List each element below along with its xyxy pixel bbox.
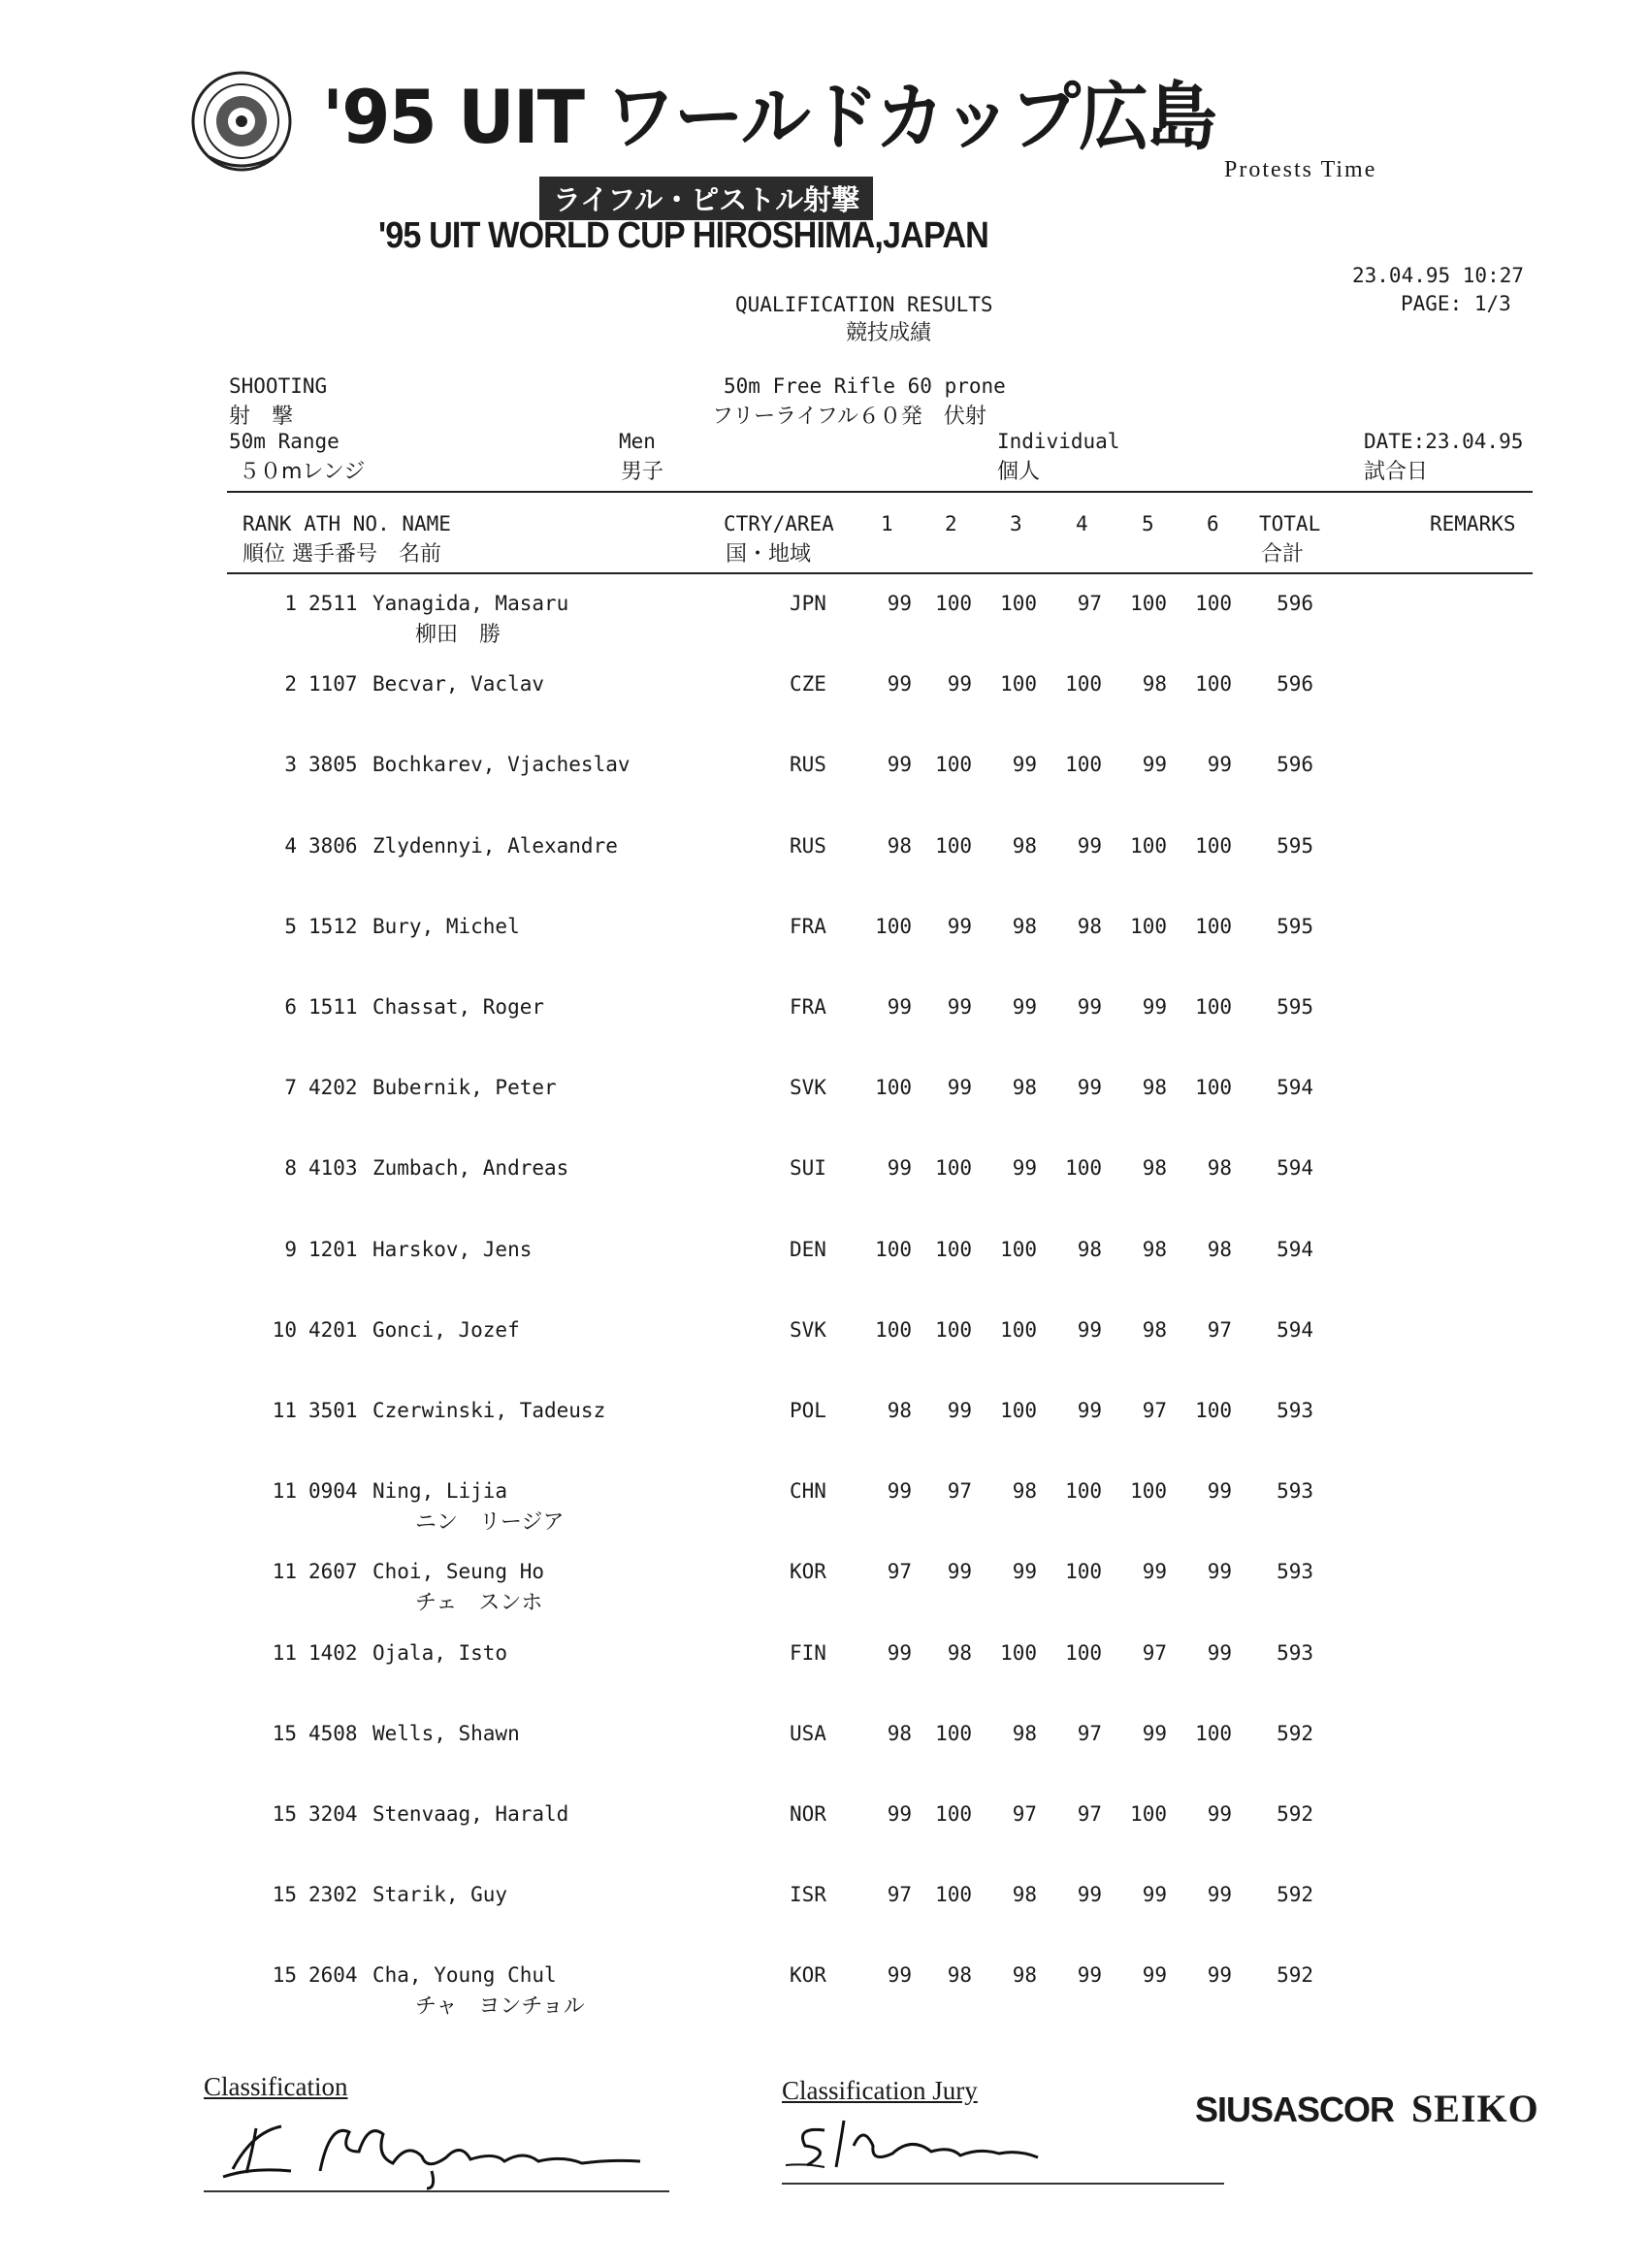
row-total: 593: [1277, 1560, 1313, 1583]
row-series-5: 100: [1130, 834, 1167, 858]
row-series-2: 99: [947, 672, 972, 696]
row-series-2: 100: [935, 1722, 972, 1745]
row-rank: 3: [284, 753, 297, 776]
col-series-4: 4: [1076, 512, 1088, 535]
row-ctry: RUS: [790, 753, 826, 776]
col-remarks: REMARKS: [1430, 512, 1516, 535]
row-total: 594: [1277, 1318, 1313, 1342]
event-type-jp: 個人: [997, 460, 1041, 484]
classification-signature: [213, 2113, 660, 2190]
row-ath-no: 2511: [308, 592, 358, 615]
row-rank: 7: [284, 1076, 297, 1099]
row-series-3: 99: [1012, 753, 1037, 776]
row-total: 593: [1277, 1479, 1313, 1503]
row-ctry: DEN: [790, 1238, 826, 1261]
event-date: DATE:23.04.95: [1364, 430, 1524, 453]
range: 50m Range: [229, 430, 340, 453]
row-name: Wells, Shawn: [372, 1722, 520, 1745]
row-name: Becvar, Vaclav: [372, 672, 545, 696]
row-series-2: 98: [947, 1641, 972, 1665]
gender: Men: [619, 430, 656, 453]
sponsor-siusascor: SIUSASCOR: [1195, 2090, 1395, 2129]
row-ctry: POL: [790, 1399, 826, 1422]
row-series-2: 99: [947, 915, 972, 938]
row-series-4: 100: [1065, 672, 1102, 696]
header-rule-bottom: [227, 572, 1533, 574]
gender-jp: 男子: [621, 460, 664, 484]
row-series-2: 99: [947, 1399, 972, 1422]
sponsor-seiko: SEIKO: [1411, 2087, 1539, 2130]
col-rank-ath-name-jp: 順位 選手番号 名前: [242, 542, 441, 567]
row-ctry: ISR: [790, 1883, 826, 1906]
row-rank: 1: [284, 592, 297, 615]
row-series-5: 100: [1130, 1802, 1167, 1826]
row-ath-no: 1511: [308, 995, 358, 1019]
row-ath-no: 4202: [308, 1076, 358, 1099]
row-ctry: KOR: [790, 1560, 826, 1583]
row-series-4: 97: [1077, 1722, 1102, 1745]
row-series-3: 100: [1000, 1399, 1037, 1422]
row-rank: 8: [284, 1156, 297, 1180]
row-series-3: 100: [1000, 1318, 1037, 1342]
row-series-6: 99: [1207, 1560, 1232, 1583]
row-series-4: 98: [1077, 1238, 1102, 1261]
row-ath-no: 0904: [308, 1479, 358, 1503]
range-jp: ５０mレンジ: [239, 460, 366, 484]
row-total: 593: [1277, 1641, 1313, 1665]
row-series-2: 100: [935, 834, 972, 858]
header-rule-top: [227, 491, 1533, 493]
event-name-jp: フリーライフル６０発 伏射: [712, 405, 986, 429]
col-rank-ath-name: RANK ATH NO. NAME: [242, 512, 451, 535]
row-ath-no: 3501: [308, 1399, 358, 1422]
row-ctry: SVK: [790, 1076, 826, 1099]
row-rank: 11: [272, 1399, 297, 1422]
row-series-4: 97: [1077, 1802, 1102, 1826]
row-ctry: USA: [790, 1722, 826, 1745]
row-series-1: 99: [887, 1479, 912, 1503]
row-series-5: 98: [1142, 672, 1167, 696]
row-ath-no: 2302: [308, 1883, 358, 1906]
col-series-1: 1: [881, 512, 893, 535]
row-series-4: 98: [1077, 915, 1102, 938]
title-jp: '95 UIT ワールドカップ広島: [322, 74, 1215, 160]
row-series-6: 98: [1207, 1156, 1232, 1180]
row-ath-no: 2604: [308, 1963, 358, 1987]
row-rank: 15: [272, 1963, 297, 1987]
col-series-5: 5: [1142, 512, 1154, 535]
row-series-2: 100: [935, 1318, 972, 1342]
col-ctry: CTRY/AREA: [724, 512, 834, 535]
row-series-3: 98: [1012, 1076, 1037, 1099]
row-series-3: 98: [1012, 1479, 1037, 1503]
row-series-6: 98: [1207, 1238, 1232, 1261]
row-series-4: 100: [1065, 1156, 1102, 1180]
row-ctry: NOR: [790, 1802, 826, 1826]
row-name-jp: チャ ヨンチョル: [415, 1994, 585, 2019]
row-series-1: 98: [887, 1722, 912, 1745]
row-ath-no: 3806: [308, 834, 358, 858]
row-series-4: 99: [1077, 1076, 1102, 1099]
row-name: Gonci, Jozef: [372, 1318, 520, 1342]
row-series-1: 97: [887, 1560, 912, 1583]
event-name: 50m Free Rifle 60 prone: [724, 374, 1006, 398]
row-series-2: 99: [947, 1076, 972, 1099]
row-ath-no: 1201: [308, 1238, 358, 1261]
row-total: 595: [1277, 915, 1313, 938]
col-series-6: 6: [1207, 512, 1219, 535]
row-series-2: 98: [947, 1963, 972, 1987]
row-ath-no: 4103: [308, 1156, 358, 1180]
row-ctry: SUI: [790, 1156, 826, 1180]
row-series-1: 100: [875, 915, 912, 938]
row-ath-no: 3204: [308, 1802, 358, 1826]
row-total: 596: [1277, 672, 1313, 696]
row-rank: 9: [284, 1238, 297, 1261]
row-ctry: FRA: [790, 995, 826, 1019]
row-total: 592: [1277, 1883, 1313, 1906]
row-series-2: 97: [947, 1479, 972, 1503]
row-name: Bochkarev, Vjacheslav: [372, 753, 630, 776]
row-series-2: 100: [935, 1156, 972, 1180]
col-total-jp: 合計: [1261, 542, 1305, 567]
row-series-3: 98: [1012, 834, 1037, 858]
row-total: 593: [1277, 1399, 1313, 1422]
row-rank: 6: [284, 995, 297, 1019]
row-series-6: 99: [1207, 1802, 1232, 1826]
row-name: Zumbach, Andreas: [372, 1156, 569, 1180]
row-ath-no: 1402: [308, 1641, 358, 1665]
row-series-3: 98: [1012, 915, 1037, 938]
row-series-4: 100: [1065, 1641, 1102, 1665]
row-series-6: 100: [1195, 1076, 1232, 1099]
row-series-1: 99: [887, 592, 912, 615]
protests-time: Protests Time: [1224, 157, 1377, 182]
row-series-5: 98: [1142, 1156, 1167, 1180]
row-ctry: CZE: [790, 672, 826, 696]
col-series-3: 3: [1010, 512, 1022, 535]
row-series-2: 100: [935, 1883, 972, 1906]
row-series-3: 100: [1000, 1238, 1037, 1261]
row-rank: 5: [284, 915, 297, 938]
row-name: Cha, Young Chul: [372, 1963, 557, 1987]
row-total: 592: [1277, 1722, 1313, 1745]
event-date-jp: 試合日: [1364, 460, 1429, 484]
row-series-5: 99: [1142, 1883, 1167, 1906]
row-series-3: 100: [1000, 1641, 1037, 1665]
row-total: 596: [1277, 592, 1313, 615]
row-total: 594: [1277, 1076, 1313, 1099]
row-series-2: 100: [935, 1802, 972, 1826]
row-series-4: 100: [1065, 1560, 1102, 1583]
row-series-5: 98: [1142, 1076, 1167, 1099]
row-series-1: 99: [887, 1963, 912, 1987]
page-number: PAGE: 1/3: [1401, 292, 1511, 315]
row-name: Choi, Seung Ho: [372, 1560, 545, 1583]
row-series-2: 100: [935, 1238, 972, 1261]
col-ctry-jp: 国・地域: [726, 542, 812, 567]
row-name-jp: ニン リージア: [415, 1510, 565, 1535]
row-name: Bury, Michel: [372, 915, 520, 938]
event-logo: [190, 70, 293, 173]
row-series-5: 100: [1130, 1479, 1167, 1503]
row-series-6: 99: [1207, 753, 1232, 776]
row-series-1: 99: [887, 995, 912, 1019]
row-series-4: 99: [1077, 1883, 1102, 1906]
row-rank: 15: [272, 1802, 297, 1826]
row-total: 596: [1277, 753, 1313, 776]
row-series-6: 100: [1195, 995, 1232, 1019]
row-name: Ojala, Isto: [372, 1641, 508, 1665]
row-series-3: 100: [1000, 672, 1037, 696]
row-series-6: 97: [1207, 1318, 1232, 1342]
row-series-1: 98: [887, 1399, 912, 1422]
row-ath-no: 2607: [308, 1560, 358, 1583]
row-name: Stenvaag, Harald: [372, 1802, 569, 1826]
row-rank: 11: [272, 1479, 297, 1503]
row-series-4: 99: [1077, 1963, 1102, 1987]
row-series-5: 100: [1130, 592, 1167, 615]
row-name: Chassat, Roger: [372, 995, 545, 1019]
row-name: Ning, Lijia: [372, 1479, 508, 1503]
row-name: Bubernik, Peter: [372, 1076, 557, 1099]
row-series-4: 100: [1065, 1479, 1102, 1503]
row-ctry: KOR: [790, 1963, 826, 1987]
row-series-1: 99: [887, 753, 912, 776]
row-series-6: 100: [1195, 1399, 1232, 1422]
row-series-5: 99: [1142, 995, 1167, 1019]
row-series-5: 97: [1142, 1399, 1167, 1422]
row-series-6: 100: [1195, 592, 1232, 615]
row-ath-no: 4508: [308, 1722, 358, 1745]
row-total: 595: [1277, 995, 1313, 1019]
row-series-5: 97: [1142, 1641, 1167, 1665]
row-series-4: 99: [1077, 834, 1102, 858]
row-series-6: 100: [1195, 672, 1232, 696]
row-series-5: 100: [1130, 915, 1167, 938]
event-type: Individual: [997, 430, 1120, 453]
row-series-2: 99: [947, 995, 972, 1019]
row-series-4: 97: [1077, 592, 1102, 615]
row-series-1: 99: [887, 1641, 912, 1665]
row-name: Yanagida, Masaru: [372, 592, 569, 615]
row-ctry: FIN: [790, 1641, 826, 1665]
row-series-4: 99: [1077, 1399, 1102, 1422]
row-series-3: 98: [1012, 1883, 1037, 1906]
row-rank: 11: [272, 1560, 297, 1583]
row-name-jp: 柳田 勝: [415, 623, 501, 647]
row-series-6: 99: [1207, 1641, 1232, 1665]
subtitle-jp: ライフル・ピストル射撃: [539, 177, 873, 220]
row-ctry: RUS: [790, 834, 826, 858]
col-series-2: 2: [945, 512, 957, 535]
row-series-1: 100: [875, 1318, 912, 1342]
row-series-1: 100: [875, 1076, 912, 1099]
row-name-jp: チェ スンホ: [415, 1591, 543, 1615]
row-ctry: FRA: [790, 915, 826, 938]
jury-signature-line: [782, 2183, 1224, 2185]
row-rank: 4: [284, 834, 297, 858]
row-series-5: 99: [1142, 1560, 1167, 1583]
row-name: Starik, Guy: [372, 1883, 508, 1906]
row-ath-no: 1512: [308, 915, 358, 938]
row-series-5: 98: [1142, 1238, 1167, 1261]
classification-label: Classification: [204, 2072, 348, 2101]
row-total: 592: [1277, 1802, 1313, 1826]
sport-jp: 射 撃: [229, 405, 294, 429]
row-rank: 15: [272, 1722, 297, 1745]
row-total: 594: [1277, 1156, 1313, 1180]
row-series-6: 99: [1207, 1963, 1232, 1987]
row-series-3: 98: [1012, 1722, 1037, 1745]
row-series-5: 99: [1142, 753, 1167, 776]
row-total: 594: [1277, 1238, 1313, 1261]
row-total: 595: [1277, 834, 1313, 858]
row-series-6: 99: [1207, 1479, 1232, 1503]
row-rank: 11: [272, 1641, 297, 1665]
row-series-2: 99: [947, 1560, 972, 1583]
row-series-3: 99: [1012, 1156, 1037, 1180]
row-series-1: 98: [887, 834, 912, 858]
results-title: QUALIFICATION RESULTS: [735, 293, 993, 316]
row-series-5: 99: [1142, 1963, 1167, 1987]
row-series-3: 100: [1000, 592, 1037, 615]
jury-signature: [786, 2107, 1106, 2175]
row-series-4: 99: [1077, 1318, 1102, 1342]
classification-jury-label: Classification Jury: [782, 2076, 978, 2105]
row-rank: 10: [272, 1318, 297, 1342]
col-total: TOTAL: [1259, 512, 1321, 535]
row-rank: 2: [284, 672, 297, 696]
row-ath-no: 4201: [308, 1318, 358, 1342]
row-series-5: 99: [1142, 1722, 1167, 1745]
row-series-1: 99: [887, 1802, 912, 1826]
row-series-6: 100: [1195, 834, 1232, 858]
row-rank: 15: [272, 1883, 297, 1906]
row-series-4: 100: [1065, 753, 1102, 776]
row-series-2: 100: [935, 592, 972, 615]
row-name: Zlydennyi, Alexandre: [372, 834, 618, 858]
row-series-3: 99: [1012, 995, 1037, 1019]
row-series-6: 100: [1195, 915, 1232, 938]
row-name: Harskov, Jens: [372, 1238, 533, 1261]
sponsor-logos: [1195, 2086, 1539, 2131]
row-series-3: 98: [1012, 1963, 1037, 1987]
row-series-6: 100: [1195, 1722, 1232, 1745]
row-total: 592: [1277, 1963, 1313, 1987]
row-ctry: CHN: [790, 1479, 826, 1503]
print-datetime: 23.04.95 10:27: [1352, 264, 1525, 287]
row-series-1: 99: [887, 672, 912, 696]
row-ath-no: 3805: [308, 753, 358, 776]
row-series-1: 100: [875, 1238, 912, 1261]
row-ctry: SVK: [790, 1318, 826, 1342]
results-title-jp: 競技成績: [846, 321, 932, 345]
row-series-5: 98: [1142, 1318, 1167, 1342]
row-ctry: JPN: [790, 592, 826, 615]
title-en: '95 UIT WORLD CUP HIROSHIMA,JAPAN: [378, 215, 988, 256]
row-series-3: 97: [1012, 1802, 1037, 1826]
row-series-6: 99: [1207, 1883, 1232, 1906]
row-series-1: 99: [887, 1156, 912, 1180]
row-series-4: 99: [1077, 995, 1102, 1019]
classification-signature-line: [204, 2190, 669, 2192]
row-ath-no: 1107: [308, 672, 358, 696]
row-name: Czerwinski, Tadeusz: [372, 1399, 606, 1422]
row-series-1: 97: [887, 1883, 912, 1906]
row-series-3: 99: [1012, 1560, 1037, 1583]
row-series-2: 100: [935, 753, 972, 776]
sport: SHOOTING: [229, 374, 328, 398]
